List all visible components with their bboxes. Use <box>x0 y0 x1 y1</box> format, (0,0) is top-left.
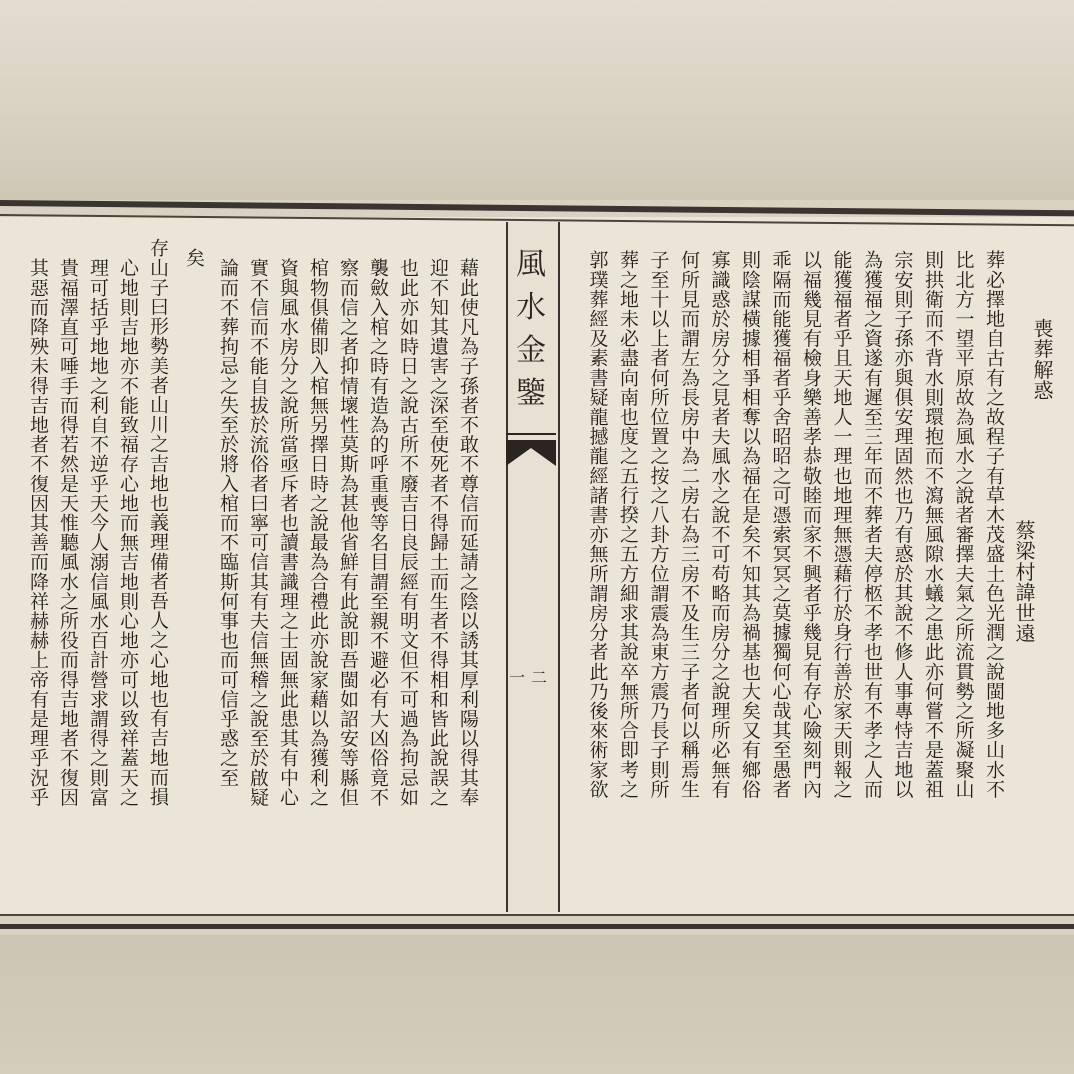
text-column: 棺物俱備即入棺無另擇日時之說最為合禮此亦說家藉以為獲利之 <box>307 258 329 807</box>
text-column: 存山子曰形勢美者山川之吉地也義理備者吾人之心地也有吉地而損 <box>147 238 169 807</box>
paper-background-top <box>0 0 1074 200</box>
text-column: 襲斂入棺之時有造為的呼重喪等名目謂至親不避必有大凶俗竟不 <box>367 258 389 807</box>
text-column: 宗安則子孫亦與俱安理固然也乃有惑於其說不修人事專恃吉地以 <box>891 250 914 799</box>
text-column: 心地則吉地亦不能致福存心地而無吉地則心地亦可以致祥蓋天之 <box>117 258 139 807</box>
text-column: 則拱衛而不背水則環抱而不瀉無風隙水蟻之患此亦何嘗不是蓋祖 <box>922 250 944 799</box>
text-column: 比北方一望平原故為風水之說者審擇夫氣之所流貫勢之所凝聚山 <box>952 250 975 799</box>
text-column: 貴福澤直可唾手而得若然是天惟聽風水之所役而得吉地者不復因 <box>57 258 79 807</box>
text-column: 則陰謀橫據相爭相奪以為福在是矣不知其為禍基也大矣又有鄉俗 <box>739 250 761 799</box>
book-title-char-4: 鑒 <box>516 376 546 411</box>
text-column: 何所見而謂左為長房中為二房右為三房不及生三子者何以稱焉生 <box>678 250 700 799</box>
text-column: 郭璞葬經及素書疑龍撼龍經諸書亦無所謂房分者此乃後來術家欲 <box>586 250 609 799</box>
text-column: 乖隔而能獲福者乎舍昭昭之可憑索冥冥之莫據獨何心哉其至愚者 <box>769 250 792 799</box>
section-heading: 喪葬解惑 <box>1030 318 1054 401</box>
book-title-char-3: 金 <box>516 333 546 368</box>
text-column: 矣 <box>183 248 205 268</box>
text-column: 也此亦如時日之說古所不廢吉日良辰經有明文但不可過為拘忌如 <box>397 258 419 807</box>
text-column: 理可括乎地地之利自不逆乎天今人溺信風水百計營求謂得之則富 <box>87 258 109 807</box>
fishtail-ornament-icon <box>506 432 556 472</box>
text-column: 資與風水房分之說所當亟斥者也讀書識理之士固無此患其有中心 <box>277 258 299 807</box>
text-column: 能獲福者乎且天地人一理也地理無憑藉行於身行善於家天則報之 <box>830 250 853 799</box>
text-column: 藉此使凡為子孫者不敢不尊信而延請之陰以誘其厚利陽以得其奉 <box>457 258 479 807</box>
text-column: 以福幾見有檢身樂善孝恭敬睦而家不興者乎幾見有存心險刻門內 <box>800 250 822 799</box>
book-title-char-1: 風 <box>516 247 546 282</box>
bottom-border-thick <box>0 924 1074 929</box>
text-column: 寡識惑於房分之見者夫風水之說不可苟略而房分之說理所必無有 <box>708 250 731 799</box>
text-column: 論而不葬拘忌之失至於將入棺而不臨斯何事也而可信乎惑之至 <box>217 258 239 788</box>
center-fold-strip <box>506 222 560 912</box>
text-column: 子至十以上者何所位置之按之八卦方位謂震為東方震乃長子則所 <box>647 250 670 799</box>
page-number: 一二 <box>508 668 553 687</box>
author-credit: 蔡梁村諱世遠 <box>1012 520 1036 644</box>
text-column: 迎不知其遺害之深至使死者不得歸土而生者不得相和皆此說誤之 <box>427 258 449 807</box>
book-title-char-2: 水 <box>516 290 546 325</box>
text-column: 實不信而不能自拔於流俗者曰寧可信其有夫信無稽之說至於啟疑 <box>247 258 269 807</box>
text-column: 葬之地未必盡向南也度之五行揆之五方細求其說卒無所合即考之 <box>617 250 639 799</box>
text-column: 其惡而降殃未得吉地者不復因其善而降祥赫赫上帝有是理乎況乎 <box>27 258 49 807</box>
top-border-thick <box>0 200 1074 216</box>
text-column: 察而信之者抑情壞性莫斯為甚他省鮮有此說即吾閩如詔安等縣但 <box>337 258 359 807</box>
paper-background-bottom <box>0 935 1074 1074</box>
bottom-border-thin <box>0 914 1074 916</box>
text-column: 葬必擇地自古有之故程子有草木茂盛土色光潤之說閩地多山水不 <box>983 250 1005 799</box>
text-column: 為獲福之資遂有遲至三年而不葬者夫停柩不孝也世有不孝之人而 <box>861 250 883 799</box>
